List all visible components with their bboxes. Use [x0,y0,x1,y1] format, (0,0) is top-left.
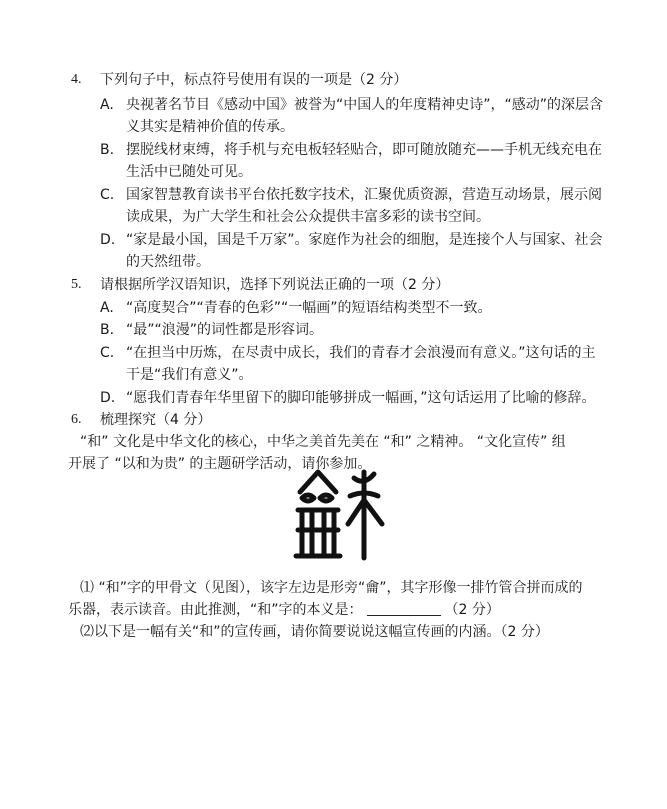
q4-option-d-line2: 的天然纽带。 [126,254,210,270]
q5-option-d-line1: “愿我们青春年华里留下的脚印能够拼成一幅画，”这句话运用了比喻的修辞。 [126,390,596,406]
q5-stem: 请根据所学汉语知识，选择下列说法正确的一项（2 分） [100,277,450,293]
q4-option-c-letter: C. [100,187,115,203]
q5-option-c-line1: “在担当中历炼，在尽责中成长，我们的青春才会浪漫而有意义。”这句话的主 [126,345,596,361]
q4-option-b-line2: 生活中已随处可见。 [126,164,252,180]
q6-sub2: ⑵以下是一幅有关“和”的宣传画，请你简要说说这幅宣传画的内涵。（2 分） [80,624,549,640]
q6-intro-line1: “和” 文化是中华文化的核心，中华之美首先美在 “和” 之精神。 “文化宣传” 组 [80,434,566,450]
q4-option-d-letter: D. [100,232,116,248]
q4-option-a-line2: 义其实是精神价值的传承。 [126,119,294,135]
q5-option-c-line2: 干是“我们有意义”。 [126,367,253,383]
q4-option-d-line1: “家是最小国，国是千万家”。家庭作为社会的细胞，是连接个人与国家、社会 [126,232,603,248]
q4-option-a-letter: A. [100,97,114,113]
q6-title: 梳理探究（4 分） [100,412,212,428]
q5-option-a-letter: A. [100,300,114,316]
q4-option-c-line1: 国家智慧教育读书平台依托数字技术，汇聚优质资源，营造互动场景，展示阅 [126,187,602,203]
q5-option-b-letter: B. [100,322,115,338]
q5-option-a-line1: “高度契合”“青春的色彩”“一幅画”的短语结构类型不一致。 [126,300,492,316]
q5-option-c-letter: C. [100,345,115,361]
q5-option-b-line1: “最”“浪漫”的词性都是形容词。 [126,322,324,338]
q4-number: 4. [71,72,82,87]
q4-option-a-line1: 央视著名节目《感动中国》被誉为“中国人的年度精神史诗”，“感动”的深层含 [126,97,604,113]
q4-option-c-line2: 读成果，为广大学生和社会公众提供丰富多彩的读书空间。 [126,209,490,225]
q6-intro-line2: 开展了 “以和为贵” 的主题研学活动，请你参加。 [68,456,372,472]
q6-number: 6. [71,412,82,427]
answer-blank[interactable] [367,601,441,616]
q6-sub1-line1: ⑴ “和”字的甲骨文（见图），该字左边是形旁“龠”，其字形像一排竹管合拼而成的 [80,580,583,596]
q6-sub1-line2 [68,600,500,620]
oracle-bone-he-character [292,466,388,562]
q4-option-b-line1: 摆脱线材束缚，将手机与充电板轻轻贴合，即可随放随充——手机无线充电在 [126,142,602,158]
q5-number: 5. [71,277,82,292]
q6-sub1-score: （2 分） [444,602,500,618]
q4-stem: 下列句子中，标点符号使用有误的一项是（2 分） [100,72,408,88]
q4-option-b-letter: B. [100,142,115,158]
q5-option-d-letter: D. [100,390,116,406]
q6-sub1-line2-text: 乐器，表示读音。由此推测，“和”字的本义是： [68,602,363,618]
